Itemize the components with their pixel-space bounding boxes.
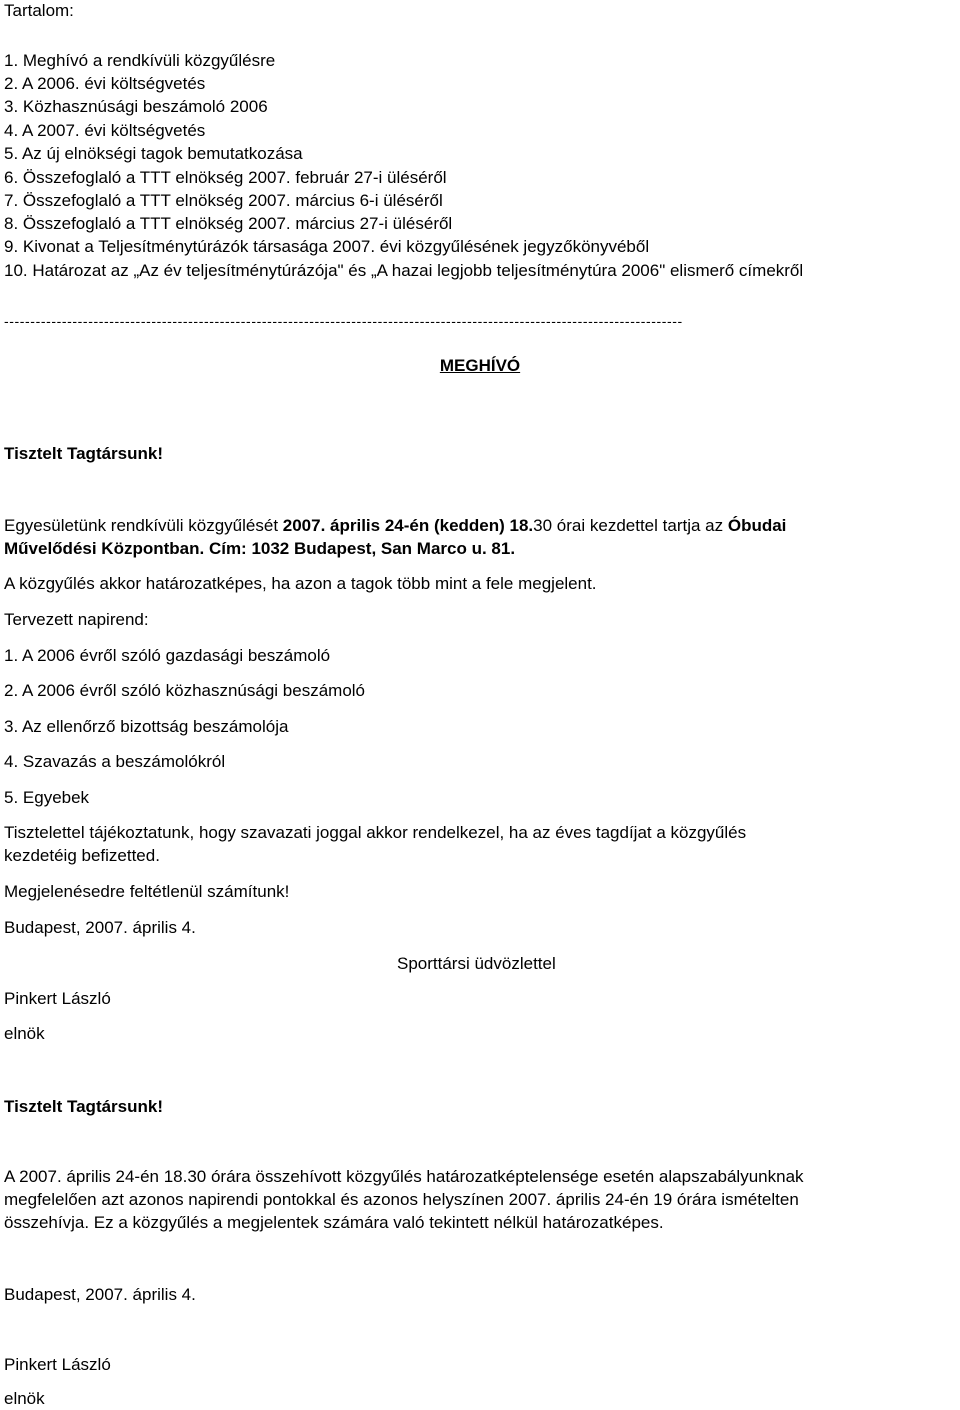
signer-name: Pinkert László — [4, 989, 111, 1008]
agenda-item: 5. Egyebek — [4, 788, 90, 807]
signer-title: elnök — [4, 1024, 45, 1043]
closing-text: Megjelenésedre feltétlenül számítunk! — [4, 882, 290, 901]
intro-date: 2007. április 24-én (kedden) 18. — [282, 516, 534, 535]
second-notice-text: összehívja. Ez a közgyűlés a megjelentek számára való tekintett nélkül határozatképes. — [4, 1213, 664, 1232]
second-salutation: Tisztelt Tagtársunk! — [4, 1097, 164, 1116]
second-notice-text: megfelelően azt azonos napirendi pontokkal és azonos helyszínen 2007. április 24-én 19 órára ismételten — [4, 1190, 799, 1209]
greeting-text: Sporttársi üdvözlettel — [397, 954, 556, 973]
intro-text: Egyesületünk rendkívüli közgyűlését — [4, 516, 283, 535]
toc-item: 10. Határozat az „Az év teljesítménytúrázója" és „A hazai legjobb teljesítménytúra 2006" elismerő címekről — [4, 261, 804, 280]
invitation-heading: MEGHÍVÓ — [439, 356, 521, 375]
toc-item: 2. A 2006. évi költségvetés — [4, 74, 206, 93]
agenda-item: 3. Az ellenőrző bizottság beszámolója — [4, 717, 289, 736]
toc-item: 8. Összefoglaló a TTT elnökség 2007. március 27-i üléséről — [4, 214, 453, 233]
agenda-item: 4. Szavazás a beszámolókról — [4, 752, 226, 771]
toc-item: 3. Közhasznúsági beszámoló 2006 — [4, 97, 268, 116]
agenda-title: Tervezett napirend: — [4, 610, 149, 629]
intro-venue: Óbudai — [727, 516, 787, 535]
agenda-item: 2. A 2006 évről szóló közhasznúsági beszámoló — [4, 681, 366, 700]
invitation-intro-line — [4, 515, 786, 537]
toc-item: 1. Meghívó a rendkívüli közgyűlésre — [4, 51, 276, 70]
place-date: Budapest, 2007. április 4. — [4, 918, 196, 937]
toc-item: 7. Összefoglaló a TTT elnökség 2007. március 6-i üléséről — [4, 191, 443, 210]
invitation-salutation: Tisztelt Tagtársunk! — [4, 444, 164, 463]
toc-item: 4. A 2007. évi költségvetés — [4, 121, 206, 140]
invitation-address: Művelődési Központban. Cím: 1032 Budapest, San Marco u. 81. — [4, 539, 516, 558]
notice-text: kezdetéig befizetted. — [4, 846, 160, 865]
place-date: Budapest, 2007. április 4. — [4, 1285, 196, 1304]
toc-item: 9. Kivonat a Teljesítménytúrázók társasága 2007. évi közgyűlésének jegyzőkönyvéből — [4, 237, 650, 256]
section-separator: --------------------------------------------------------------------------------------------------------------------------------- — [4, 313, 683, 329]
second-notice-text: A 2007. április 24-én 18.30 órára összehívott közgyűlés határozatképtelensége esetén alapszabályunknak — [4, 1167, 804, 1186]
agenda-item: 1. A 2006 évről szóló gazdasági beszámoló — [4, 646, 331, 665]
notice-text: Tisztelettel tájékoztatunk, hogy szavazati joggal akkor rendelkezel, ha az éves tagdíjat a közgyűlés — [4, 823, 747, 842]
toc-title: Tartalom: — [4, 1, 74, 20]
toc-item: 5. Az új elnökségi tagok bemutatkozása — [4, 144, 303, 163]
signer-name: Pinkert László — [4, 1355, 111, 1374]
quorum-text: A közgyűlés akkor határozatképes, ha azon a tagok több mint a fele megjelent. — [4, 574, 597, 593]
toc-item: 6. Összefoglaló a TTT elnökség 2007. február 27-i üléséről — [4, 168, 447, 187]
intro-text-2: 30 órai kezdettel tartja az — [533, 516, 728, 535]
signer-title: elnök — [4, 1389, 45, 1408]
